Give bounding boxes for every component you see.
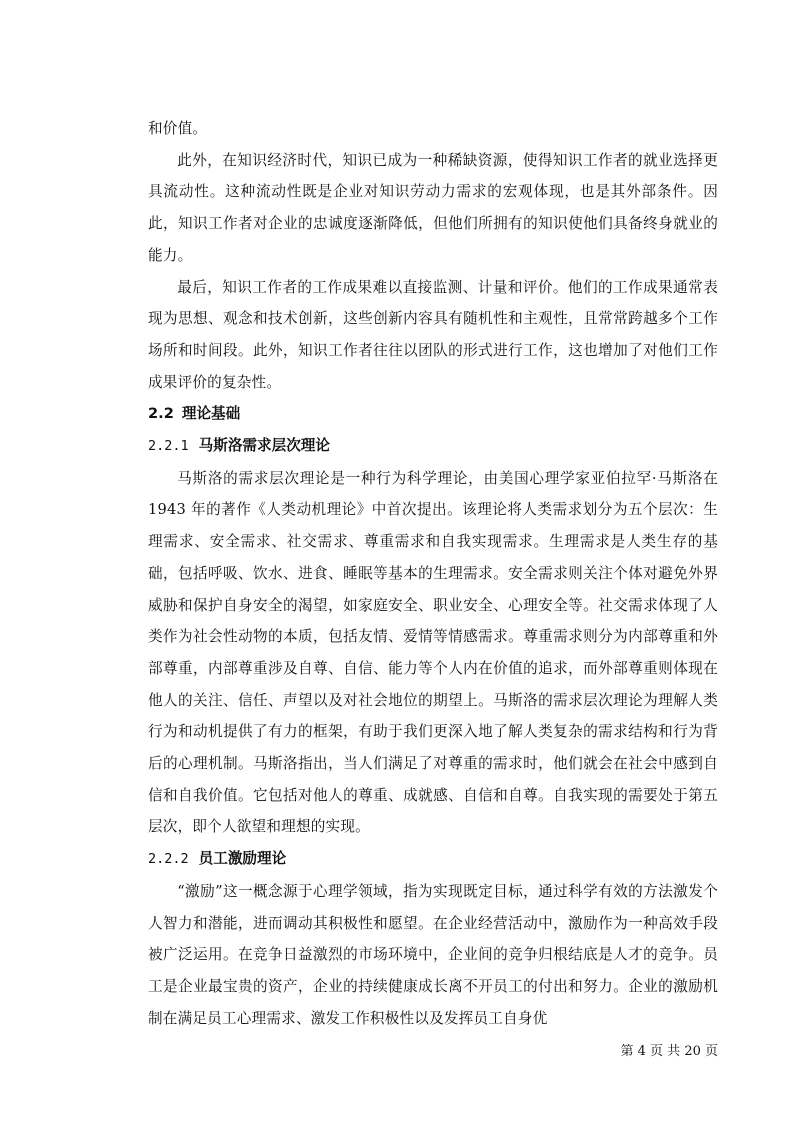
page-number-label: 第 4 页 共 20 页 bbox=[620, 1044, 718, 1059]
section-heading-2-2 bbox=[148, 398, 718, 430]
paragraph-job-mobility: 此外，在知识经济时代，知识已成为一种稀缺资源，使得知识工作者的就业选择更具流动性。这种流动性既是企业对知识劳动力需求的宏观体现，也是其外部条件。因此，知识工作者对企业的忠诚度逐渐降低，但他们所拥有的知识使他们具备终身就业的能力。 bbox=[148, 151, 718, 264]
subsection-title: 马斯洛需求层次理论 bbox=[198, 437, 330, 455]
paragraph-work-evaluation: 最后，知识工作者的工作成果难以直接监测、计量和评价。他们的工作成果通常表现为思想、观念和技术创新，这些创新内容具有随机性和主观性，且常常跨越多个工作场所和时间段。此外，知识工作者往往以团队的形式进行工作，这也增加了对他们工作成果评价的复杂性。 bbox=[148, 278, 718, 391]
section-number: 2.2 bbox=[148, 405, 174, 423]
paragraph-maslow-theory: 马斯洛的需求层次理论是一种行为科学理论，由美国心理学家亚伯拉罕·马斯洛在 1943 年的著作《人类动机理论》中首次提出。该理论将人类需求划分为五个层次：生理需求、安全需求、社交需求、尊重需求和自我实现需求。生理需求是人类生存的基础，包括呼吸、饮水、进食、睡眠等基本的生理需求。安全需求则关注个体对避免外界威胁和保护自身安全的渴望，如家庭安全、职业安全、心理安全等。社交需求体现了人类作为社会性动物的本质，包括友情、爱情等情感需求。尊重需求则分为内部尊重和外部尊重，内部尊重涉及自尊、自信、能力等个人内在价值的追求，而外部尊重则体现在他人的关注、信任、声望以及对社会地位的期望上。马斯洛的需求层次理论为理解人类行为和动机提供了有力的框架，有助于我们更深入地了解人类复杂的需求结构和行为背后的心理机制。马斯洛指出，当人们满足了对尊重的需求时，他们就会在社会中感到自信和自我价值。它包括对他人的尊重、成就感、自信和自尊。自我实现的需要处于第五层次，即个人欲望和理想的实现。 bbox=[148, 469, 718, 836]
page-body bbox=[148, 113, 718, 1034]
section-title: 理论基础 bbox=[181, 405, 241, 423]
subsection-number: 2.2.2 bbox=[148, 851, 189, 868]
subsection-title: 员工激励理论 bbox=[198, 850, 287, 868]
subsection-number: 2.2.1 bbox=[148, 438, 189, 455]
page-footer bbox=[0, 1040, 793, 1059]
subsection-heading-2-2-1 bbox=[148, 430, 718, 463]
paragraph-incentive-theory: “激励”这一概念源于心理学领域，指为实现既定目标，通过科学有效的方法激发个人智力和潜能，进而调动其积极性和愿望。在企业经营活动中，激励作为一种高效手段被广泛运用。在竞争日益激烈的市场环境中，企业间的竞争归根结底是人才的竞争。员工是企业最宝贵的资产，企业的持续健康成长离不开员工的付出和努力。企业的激励机制在满足员工心理需求、激发工作积极性以及发挥员工自身优 bbox=[148, 882, 718, 1027]
paragraph-continuation: 和价值。 bbox=[148, 120, 208, 137]
subsection-heading-2-2-2 bbox=[148, 843, 718, 876]
